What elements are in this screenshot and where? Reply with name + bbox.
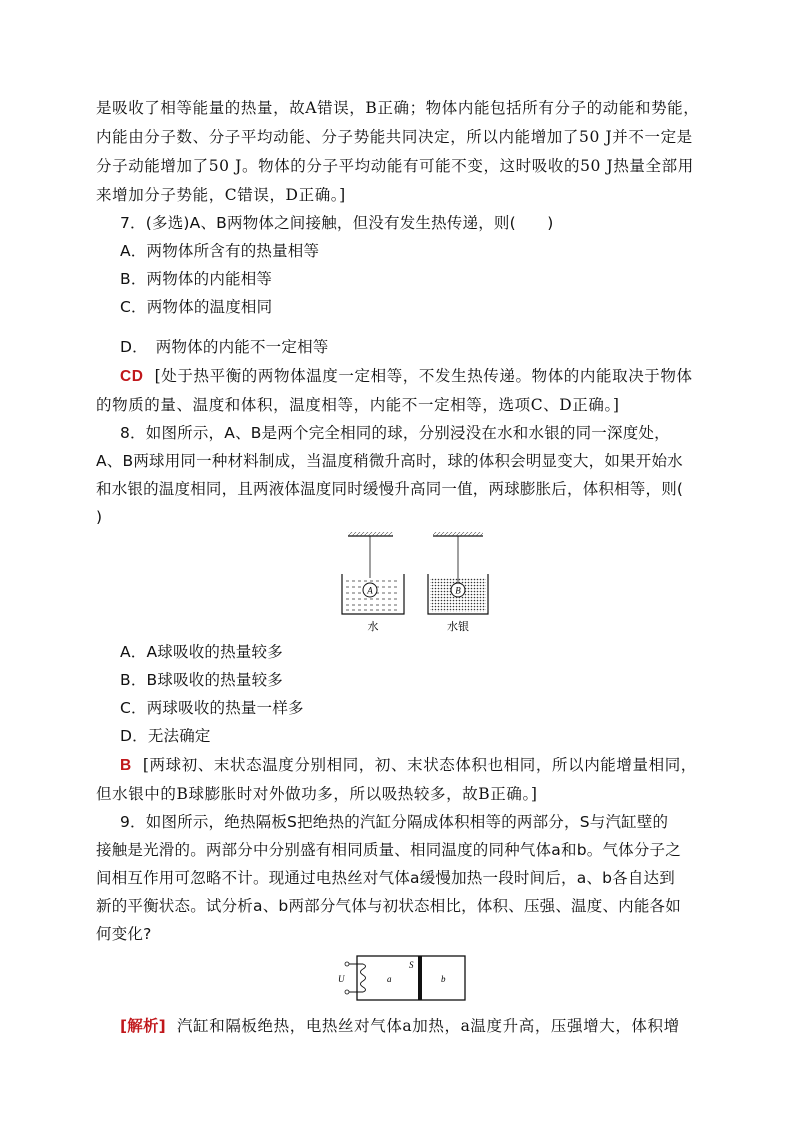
q7-option-c: C．两物体的温度相同 [120, 298, 273, 316]
intro-line-2: 内能由分子数、分子平均动能、分子势能共同决定，所以内能增加了50 J并不一定是 [96, 128, 693, 146]
q8-stem-1: 8．如图所示，A、B是两个完全相同的球，分别浸没在水和水银的同一深度处， [120, 424, 670, 442]
intro-line-1: 是吸收了相等能量的热量，故A错误，B正确；物体内能包括所有分子的动能和势能， [96, 99, 700, 117]
label-mercury: 水银 [447, 620, 469, 633]
q7-stem: 7．(多选)A、B两物体之间接触，但没有发生热传递，则( ) [120, 214, 554, 232]
q8-option-b: B．B球吸收的热量较多 [120, 671, 283, 689]
q9-analysis-line [120, 1016, 732, 1036]
ball-b-label: B [455, 585, 461, 596]
q7-explanation-2: 的物质的量、温度和体积，温度相等，内能不一定相等，选项C、D正确。] [96, 396, 620, 414]
q8-option-d: D．无法确定 [120, 727, 211, 745]
label-b: b [441, 974, 446, 984]
q8-option-c: C．两球吸收的热量一样多 [120, 699, 304, 717]
q9-stem-5: 何变化? [96, 925, 152, 943]
label-s: S [409, 960, 414, 970]
terminal-bottom [345, 990, 349, 994]
q9-stem-4: 新的平衡状态。试分析a、b两部分气体与初状态相比，体积、压强、温度、内能各如 [96, 897, 681, 915]
label-u: U [338, 974, 345, 984]
q7-option-a: A．两物体所含有的热量相等 [120, 242, 320, 260]
q8-explanation-2: 但水银中的B球膨胀时对外做功多，所以吸热较多，故B正确。] [96, 785, 538, 803]
partition-s [418, 956, 422, 1000]
q8-option-a: A．A球吸收的热量较多 [120, 643, 283, 661]
ceiling-left-hatch [348, 532, 393, 536]
q7-answer: CD [120, 368, 144, 385]
q8-stem-4: ) [96, 508, 103, 526]
intro-line-3: 分子动能增加了50 J。物体的分子平均动能有可能不变，这时吸收的50 J热量全部用 [96, 157, 694, 175]
label-water: 水 [367, 620, 379, 633]
q9-figure [335, 952, 470, 1004]
q8-explanation-1: [两球初、末状态温度分别相同，初、末状态体积也相同，所以内能增量相同， [142, 756, 697, 774]
q9-stem-1: 9．如图所示，绝热隔板S把绝热的汽缸分隔成体积相等的两部分，S与汽缸壁的 [120, 813, 669, 831]
q7-option-d: D． 两物体的内能不一定相等 [120, 338, 329, 356]
label-a: a [387, 974, 392, 984]
q8-stem-2: A、B两球用同一种材料制成，当温度稍微升高时，球的体积会明显变大，如果开始水 [96, 452, 683, 470]
q8-answer-line [120, 755, 732, 776]
terminal-top [345, 962, 349, 966]
q9-analysis-text: 汽缸和隔板绝热，电热丝对气体a加热，a温度升高，压强增大，体积增 [177, 1017, 680, 1035]
q8-answer: B [120, 757, 132, 774]
ceiling-right-hatch [433, 532, 483, 536]
q7-answer-line [120, 366, 732, 387]
ball-a-label: A [367, 585, 373, 596]
q7-explanation-1: [处于热平衡的两物体温度一定相等，不发生热传递。物体的内能取决于物体 [154, 367, 693, 385]
q9-stem-3: 间相互作用可忽略不计。现通过电热丝对气体a缓慢加热一段时间后，a、b各自达到 [96, 869, 675, 887]
q8-stem-3: 和水银的温度相同，且两液体温度同时缓慢升高同一值，两球膨胀后，体积相等，则( [96, 480, 684, 498]
q9-stem-2: 接触是光滑的。两部分中分别盛有相同质量、相同温度的同种气体a和b。气体分子之 [96, 841, 681, 859]
q8-figure [338, 530, 498, 635]
intro-line-4: 来增加分子势能，C错误，D正确。] [96, 186, 346, 204]
q7-option-b: B．两物体的内能相等 [120, 270, 273, 288]
q9-analysis-tag: [解析] [120, 1017, 166, 1035]
